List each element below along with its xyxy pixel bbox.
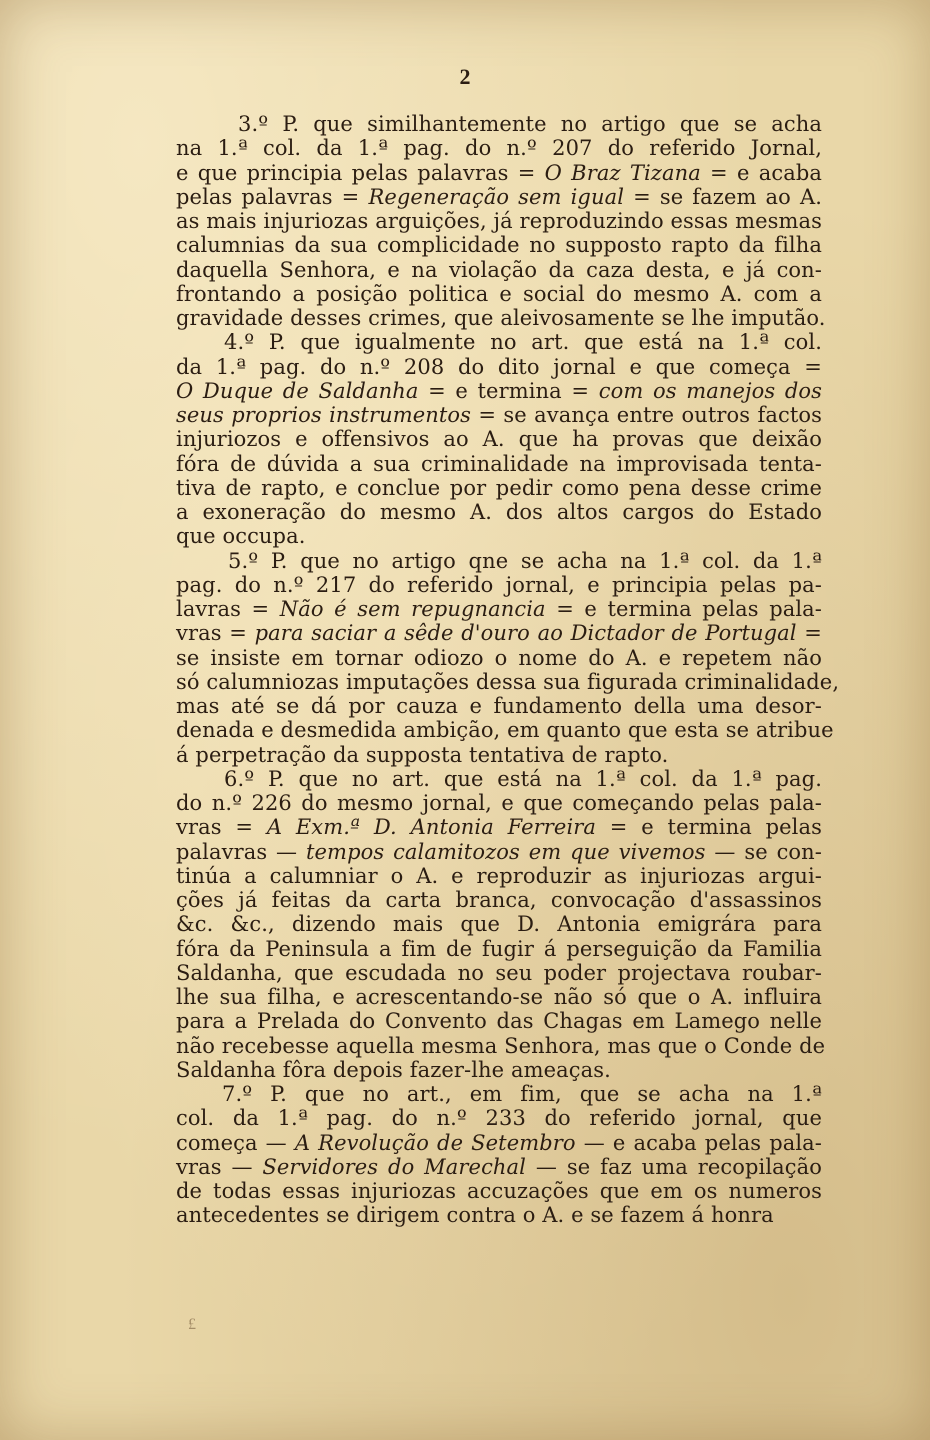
text-line xyxy=(176,355,822,379)
text-line xyxy=(176,888,822,912)
text-line xyxy=(176,840,822,864)
text-line xyxy=(176,597,822,621)
italic-citation: O Duque de Saldanha xyxy=(176,378,419,403)
text-run: 5.º P. que no artigo qne se acha na 1.ª col. da 1.ª xyxy=(228,548,822,573)
paragraph-6 xyxy=(176,766,826,1082)
text-line xyxy=(176,379,822,403)
text-run: as mais injuriozas arguições, já reproduzindo essas mesmas xyxy=(176,209,822,233)
text-line xyxy=(176,573,822,597)
text-run: palavras — xyxy=(176,839,306,864)
text-run: a exoneração do mesmo A. dos altos cargos do Estado xyxy=(176,500,822,524)
text-line xyxy=(176,185,822,209)
text-run: se insiste em tornar odiozo o nome do A. e repetem não xyxy=(176,645,822,670)
page-number: 2 xyxy=(459,64,471,89)
text-line xyxy=(176,233,822,257)
text-line xyxy=(176,961,822,985)
text-run: gravidade desses crimes, que aleivosamente se lhe imputão. xyxy=(176,306,826,330)
text-run: só calumniozas imputações dessa sua figurada criminalidade, xyxy=(176,669,840,694)
text-run: ções já feitas da carta branca, convocação d'assassinos xyxy=(176,888,822,912)
text-line xyxy=(176,1033,826,1058)
text-run: pelas palavras = xyxy=(176,184,369,209)
text-line xyxy=(176,1106,822,1130)
text-line xyxy=(176,669,840,694)
text-line xyxy=(176,209,822,233)
text-line xyxy=(176,403,822,427)
text-line xyxy=(176,1203,822,1227)
text-line xyxy=(176,864,822,888)
text-line xyxy=(176,1179,822,1203)
text-run: da 1.ª pag. do n.º 208 do dito jornal e que começa = xyxy=(176,354,822,379)
text-run: para a Prelada do Convento das Chagas em Lamego nelle xyxy=(176,1009,822,1034)
text-line xyxy=(176,912,822,936)
text-line xyxy=(176,1009,822,1033)
text-run: fóra da Peninsula a fim de fugir á perseguição da Familia xyxy=(176,936,822,961)
text-run: &c. &c., dizendo mais que D. Antonia emigrára para xyxy=(176,912,822,937)
text-line xyxy=(176,718,834,743)
text-run: de todas essas injuriozas accuzações que em os numeros xyxy=(176,1179,822,1203)
italic-citation: com os manejos dos xyxy=(598,378,822,403)
paragraph-5 xyxy=(176,548,840,767)
paragraph-7 xyxy=(176,1082,822,1228)
text-run: = e termina pelas xyxy=(596,815,822,840)
text-run: = se avança entre outros factos xyxy=(471,403,822,427)
text-line xyxy=(176,1082,822,1106)
text-line xyxy=(176,500,822,524)
text-run: lhe sua filha, e acrescentando-se não só que o A. influira xyxy=(176,985,822,1009)
text-run: e que principia pelas palavras = xyxy=(176,160,545,185)
text-line xyxy=(176,937,822,961)
text-run: 3.º P. que similhantemente no artigo que se acha xyxy=(238,112,822,136)
text-run: Saldanha fôra depois fazer-lhe ameaças. xyxy=(176,1057,611,1082)
text-line xyxy=(176,743,822,767)
italic-citation: Regeneração sem igual xyxy=(368,184,625,209)
italic-citation: tempos calamitozos em que vivemos xyxy=(305,839,706,864)
text-run: daquella Senhora, e na violação da caza desta, e já con- xyxy=(176,257,822,282)
text-line xyxy=(176,282,822,306)
italic-citation: seus proprios instrumentos xyxy=(176,403,472,427)
text-line xyxy=(176,985,822,1009)
text-run: denada e desmedida ambição, em quanto que esta se atribue xyxy=(176,718,834,743)
text-line xyxy=(176,476,822,500)
italic-citation: A Exm.ª D. Antonia Ferreira xyxy=(266,815,597,840)
text-run: injuriozos e offensivos ao A. que ha provas que deixão xyxy=(176,427,822,452)
text-run: tinúa a calumniar o A. e reproduzir as injuriozas argui- xyxy=(176,863,822,888)
text-line xyxy=(176,791,822,815)
text-line xyxy=(176,524,822,548)
text-run: col. da 1.ª pag. do n.º 233 do referido jornal, que xyxy=(176,1106,822,1131)
italic-citation: Servidores do Marechal xyxy=(262,1154,526,1179)
text-line xyxy=(176,330,822,354)
paragraph-4 xyxy=(176,330,822,548)
text-run: não recebesse aquella mesma Senhora, mas que o Conde de xyxy=(176,1033,826,1058)
ink-mark: £ xyxy=(188,1316,196,1333)
text-line xyxy=(176,161,822,185)
text-run: = e termina = xyxy=(418,378,599,403)
text-run: mas até se dá por cauza e fundamento della uma desor- xyxy=(176,694,822,718)
italic-citation: para saciar a sêde d'ouro ao Dictador de Portugal xyxy=(254,621,797,646)
text-line xyxy=(176,258,822,282)
text-run: 6.º P. que no art. que está na 1.ª col. da 1.ª pag. xyxy=(224,766,822,791)
text-run: calumnias da sua complicidade no supposto rapto da filha xyxy=(176,233,822,258)
text-run: vras = xyxy=(176,815,267,840)
text-run: = e acaba xyxy=(700,160,822,185)
text-run: — se faz uma recopilação xyxy=(526,1154,822,1179)
document-body xyxy=(176,112,840,1228)
text-run: vras — xyxy=(176,1154,263,1179)
text-run: 4.º P. que igualmente no art. que está na 1.ª col. xyxy=(224,330,822,355)
text-line xyxy=(176,1058,822,1082)
text-line xyxy=(176,306,826,330)
text-run: = xyxy=(796,621,822,646)
text-line xyxy=(176,427,822,451)
text-line xyxy=(176,694,822,718)
italic-citation: Não é sem repugnancia xyxy=(279,597,546,621)
text-run: fóra de dúvida a sua criminalidade na improvisada tenta- xyxy=(176,451,822,476)
text-line xyxy=(176,1155,822,1179)
italic-citation: A Revolução de Setembro xyxy=(294,1130,576,1155)
text-line xyxy=(176,1131,822,1155)
text-line xyxy=(176,549,822,573)
text-run: 7.º P. que no art., em fim, que se acha na 1.ª xyxy=(222,1082,822,1106)
italic-citation: O Braz Tizana xyxy=(544,160,701,185)
text-run: — e acaba pelas pala- xyxy=(575,1130,823,1155)
text-run: = e termina pelas pala- xyxy=(545,597,822,621)
text-line xyxy=(176,136,822,160)
text-run: = se fazem ao A. xyxy=(624,184,822,209)
text-line xyxy=(176,112,822,136)
text-run: Saldanha, que escudada no seu poder projectava roubar- xyxy=(176,960,822,985)
text-run: que occupa. xyxy=(176,524,306,549)
text-run: do n.º 226 do mesmo jornal, e que começando pelas pala- xyxy=(176,791,822,815)
text-run: começa — xyxy=(176,1130,295,1155)
text-line xyxy=(176,452,822,476)
text-run: lavras = xyxy=(176,597,280,621)
text-run: á perpetração da supposta tentativa de rapto. xyxy=(176,742,669,767)
text-run: — se con- xyxy=(705,839,822,864)
text-line xyxy=(176,621,822,645)
text-run: na 1.ª col. da 1.ª pag. do n.º 207 do referido Jornal, xyxy=(176,136,822,161)
text-line xyxy=(176,646,822,670)
text-run: vras = xyxy=(176,621,255,646)
text-run: antecedentes se dirigem contra o A. e se fazem á honra xyxy=(176,1203,774,1228)
paragraph-3 xyxy=(176,112,826,330)
text-line xyxy=(176,767,822,791)
text-line xyxy=(176,815,822,839)
text-run: tiva de rapto, e conclue por pedir como pena desse crime xyxy=(176,475,822,500)
text-run: frontando a posição politica e social do mesmo A. com a xyxy=(176,281,822,306)
text-run: pag. do n.º 217 do referido jornal, e principia pelas pa- xyxy=(176,572,822,597)
